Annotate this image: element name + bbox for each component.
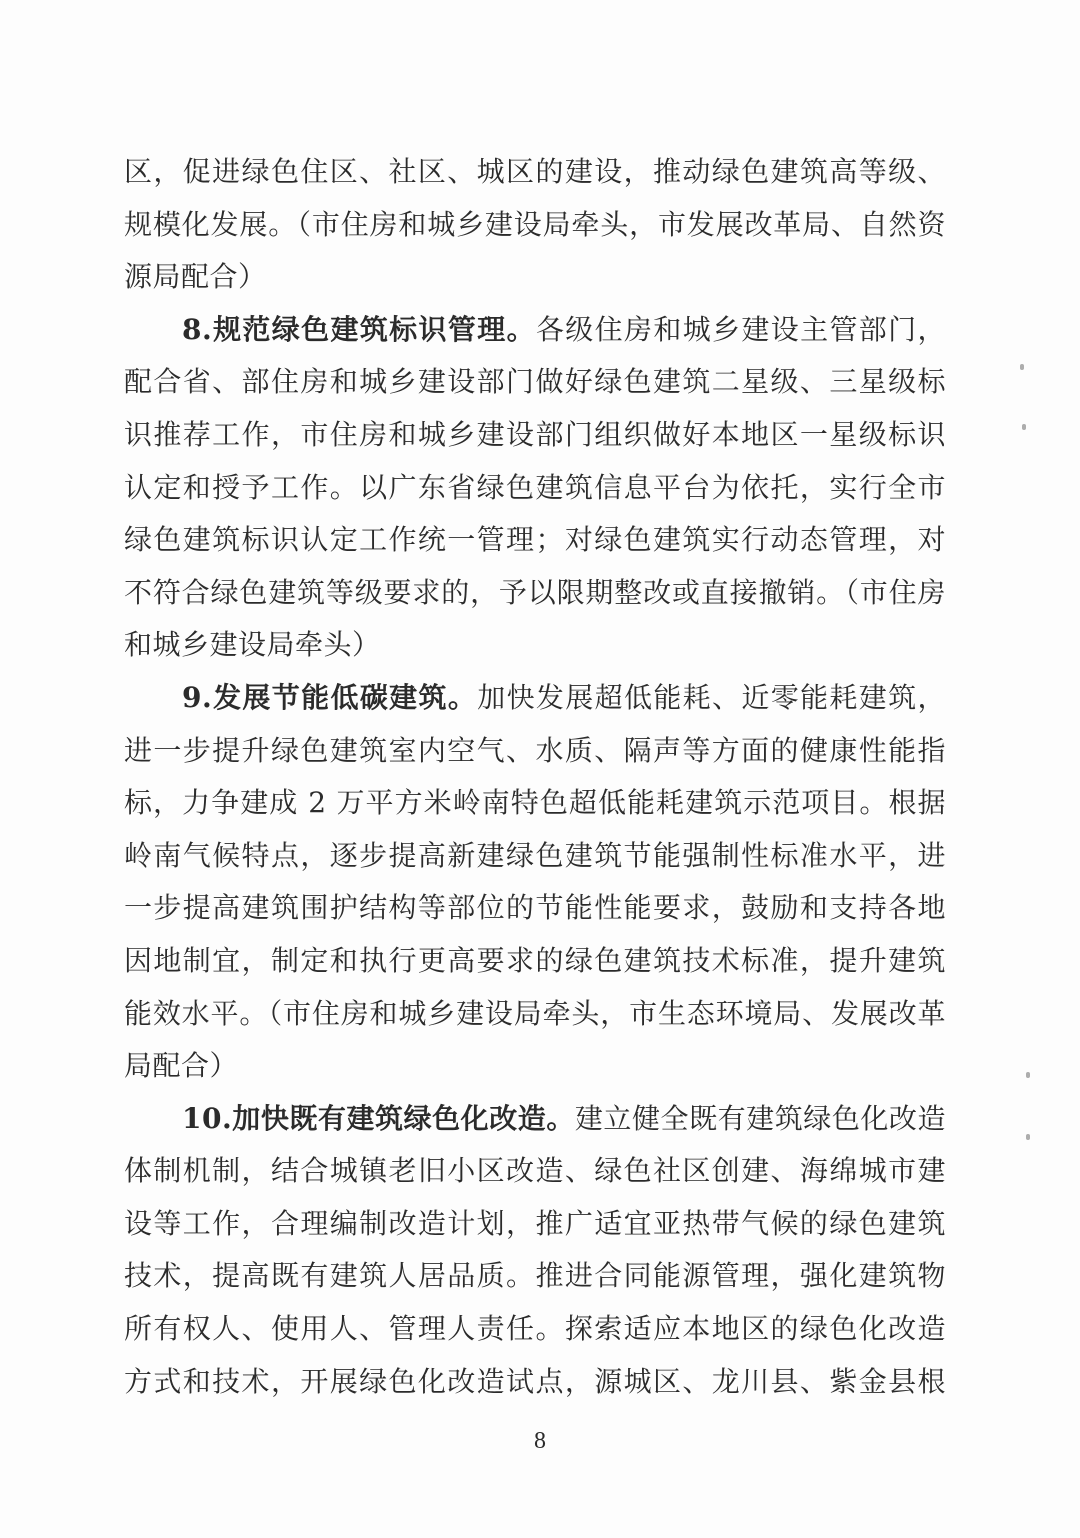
section-8-heading-line: 8.规范绿色建筑标识管理。各级住房和城乡建设主管部门，: [182, 312, 946, 346]
scan-speck: [1022, 424, 1026, 430]
text-line: 设等工作，合理编制改造计划，推广适宜亚热带气候的绿色建筑: [124, 1206, 946, 1240]
text-line: 绿色建筑标识认定工作统一管理；对绿色建筑实行动态管理，对: [124, 523, 946, 557]
text-line: 技术，提高既有建筑人居品质。推进合同能源管理，强化建筑物: [124, 1259, 946, 1293]
text-line: 识推荐工作，市住房和城乡建设部门组织做好本地区一星级标识: [124, 417, 946, 451]
text-line: 认定和授予工作。以广东省绿色建筑信息平台为依托，实行全市: [124, 470, 946, 504]
text-line: 局配合）: [124, 1049, 239, 1083]
text-line: 因地制宜，制定和执行更高要求的绿色建筑技术标准，提升建筑: [124, 943, 946, 977]
text-line: 一步提高建筑围护结构等部位的节能性能要求，鼓励和支持各地: [124, 891, 946, 925]
text-line: 规模化发展。（市住房和城乡建设局牵头，市发展改革局、自然资: [124, 207, 946, 241]
text-line: 不符合绿色建筑等级要求的，予以限期整改或直接撤销。（市住房: [124, 575, 946, 609]
document-body: [124, 146, 946, 1408]
text-line: 进一步提升绿色建筑室内空气、水质、隔声等方面的健康性能指: [124, 733, 946, 767]
page-number: 8: [534, 1428, 546, 1454]
section-9-heading-line: 9.发展节能低碳建筑。加快发展超低能耗、近零能耗建筑，: [182, 680, 946, 714]
section-heading: 10.加快既有建筑绿色化改造。: [182, 1101, 575, 1135]
text-line: 岭南气候特点，逐步提高新建绿色建筑节能强制性标准水平，进: [124, 838, 946, 872]
text-line: 所有权人、使用人、管理人责任。探索适应本地区的绿色化改造: [124, 1312, 946, 1346]
text-line: 标，力争建成 2 万平方米岭南特色超低能耗建筑示范项目。根据: [124, 786, 946, 820]
text-line: 能效水平。（市住房和城乡建设局牵头，市生态环境局、发展改革: [124, 996, 946, 1030]
text-line: 配合省、部住房和城乡建设部门做好绿色建筑二星级、三星级标: [124, 365, 946, 399]
text-line: 源局配合）: [124, 260, 267, 294]
section-heading: 9.发展节能低碳建筑。: [182, 680, 478, 714]
text-line: 方式和技术，开展绿色化改造试点，源城区、龙川县、紫金县根: [124, 1364, 946, 1398]
text-line: 和城乡建设局牵头）: [124, 628, 381, 662]
text-line: 体制机制，结合城镇老旧小区改造、绿色社区创建、海绵城市建: [124, 1154, 946, 1188]
scan-speck: [1020, 364, 1024, 370]
scan-speck: [1026, 1134, 1030, 1140]
text-line: 区，促进绿色住区、社区、城区的建设，推动绿色建筑高等级、: [124, 155, 946, 188]
section-heading: 8.规范绿色建筑标识管理。: [182, 312, 536, 346]
scan-speck: [1026, 1072, 1030, 1078]
section-10-heading-line: 10.加快既有建筑绿色化改造。建立健全既有建筑绿色化改造: [182, 1101, 946, 1135]
